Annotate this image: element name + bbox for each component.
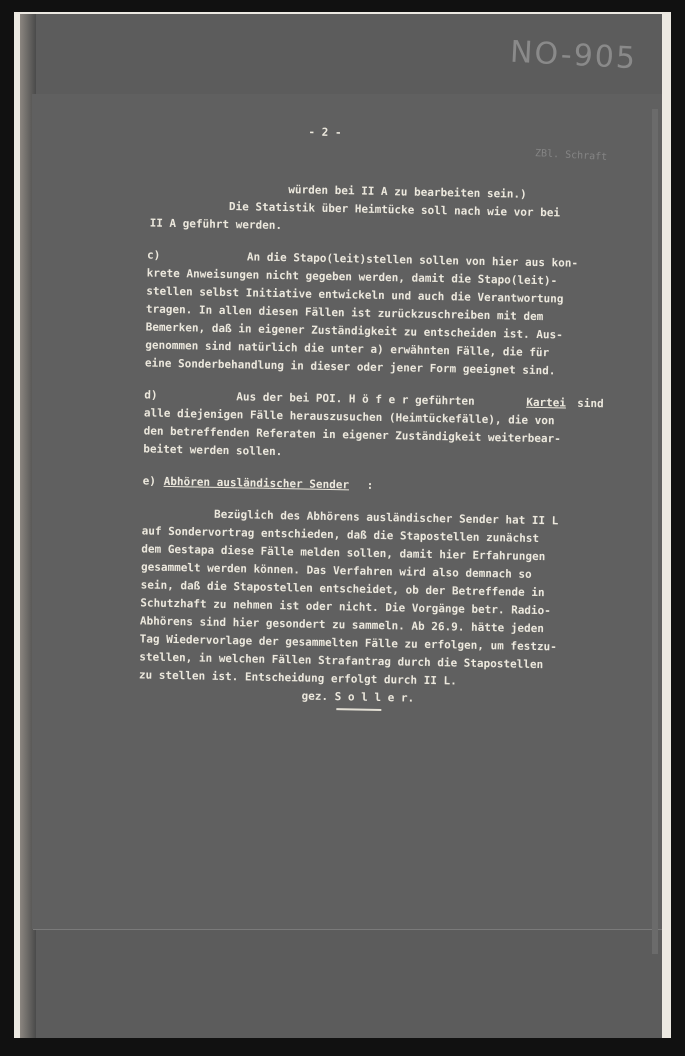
text-line: zu stellen ist. Entscheidung erfolgt durch II L. (138, 668, 457, 688)
corner-note: ZBl. Schraft (534, 148, 608, 163)
kartei-underlined: Kartei (526, 395, 567, 410)
text-line: genommen sind natürlich die unter a) erwähnten Fälle, die für (145, 338, 550, 360)
text-line: Abhörens sind hier gesondert zu sammeln. Ab 26.9. hätte jeden (139, 614, 545, 636)
text-line: Tag Wiedervorlage der gesammelten Fälle zu erfolgen, um festzu- (139, 632, 557, 654)
text-line: II A geführt werden. (149, 216, 283, 233)
archive-stamp: NO-905 (509, 34, 638, 77)
text-line: stellen, in welchen Fällen Strafantrag durch die Stapostellen (139, 650, 544, 672)
section-label-e: e) (142, 474, 157, 488)
text-line: eine Sonderbehandlung in dieser oder jener Form geeignet sind. (144, 356, 556, 378)
text-line: sind (577, 396, 604, 411)
section-label-c: c) (146, 248, 161, 262)
page-marker: - 2 - (308, 125, 342, 140)
text-line: gesammelt werden können. Das Verfahren wird also demnach so (140, 560, 532, 581)
text-line: stellen selbst Initiative entwickeln und auch die Verantwortung (146, 284, 564, 306)
signature-line: gez. S o l l e r. (301, 689, 415, 705)
text-line: Die Statistik über Heimtücke soll nach wie vor bei (228, 200, 561, 220)
text-line: Schutzhaft zu nehmen ist oder nicht. Die Vorgänge betr. Radio- (140, 596, 551, 618)
text-line: tragen. In allen diesen Fällen ist zurückzuschreiben mit dem (145, 302, 544, 324)
text-line: Bezüglich des Abhörens ausländischer Sender hat II L (213, 507, 559, 528)
text-line: dem Gestapa diese Fälle melden sollen, damit hier Erfahrungen (141, 542, 546, 564)
text-line: alle diejenigen Fälle herauszusuchen (Heimtückefälle), die von (143, 406, 555, 428)
text-line: sein, daß die Stapostellen entscheidet, ob der Betreffende in (140, 578, 545, 600)
heading-colon: : (366, 478, 374, 492)
text-line: Aus der bei POI. H ö f e r geführten (236, 390, 475, 408)
text-line: krete Anweisungen nicht gegeben werden, damit die Stapo(leit)- (146, 266, 558, 288)
text-line: Bemerken, daß in eigener Zuständigkeit zu entscheiden ist. Aus- (145, 320, 563, 342)
text-line: auf Sondervortrag entschieden, daß die Stapostellen zunächst (141, 524, 540, 546)
section-heading-abhoeren: Abhören ausländischer Sender (163, 474, 350, 492)
text-line: An die Stapo(leit)stellen sollen von hier aus kon- (246, 250, 579, 270)
text-line: den betreffenden Referaten in eigener Zuständigkeit weiterbear- (143, 424, 561, 446)
section-label-d: d) (144, 388, 158, 402)
text-line: würden bei II A zu bearbeiten sein.) (288, 183, 527, 201)
text-line: beitet werden sollen. (143, 442, 283, 459)
